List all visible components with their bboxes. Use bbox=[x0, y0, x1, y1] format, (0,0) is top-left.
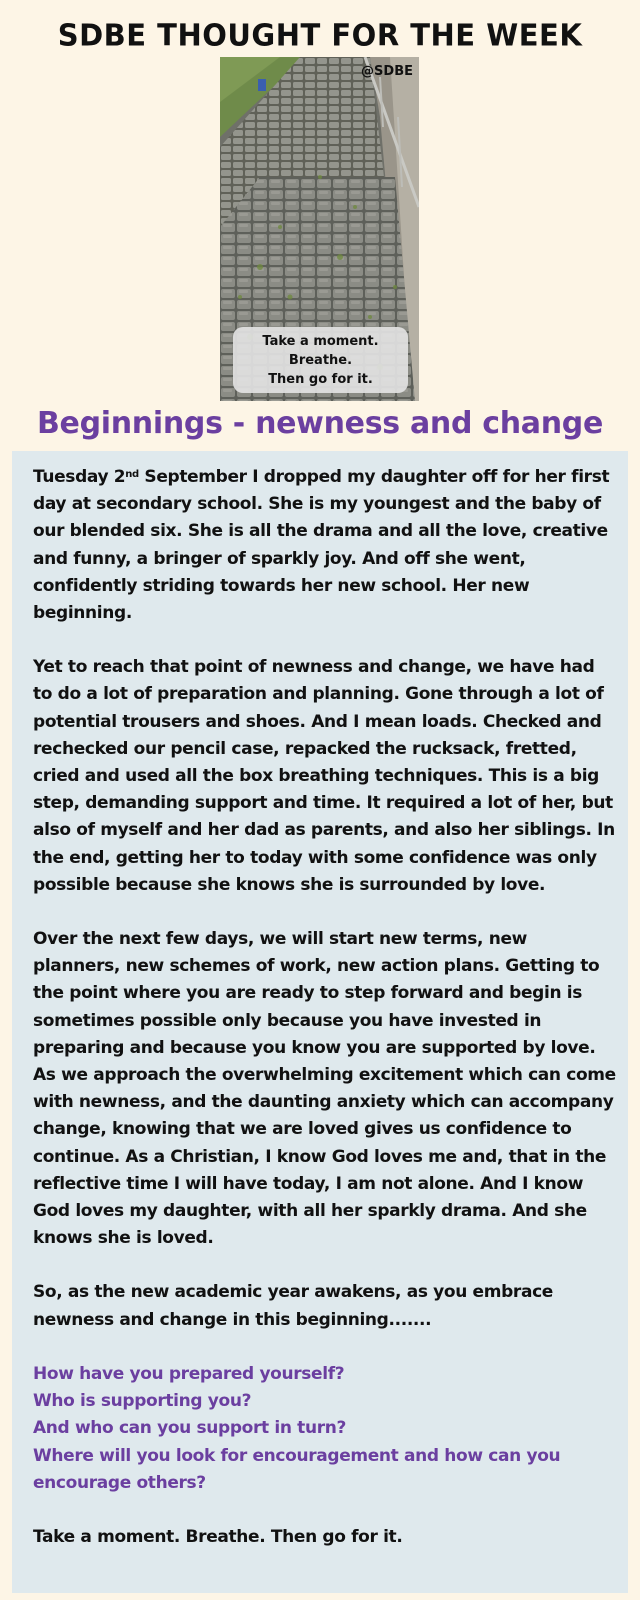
question-item: Who is supporting you? bbox=[33, 1391, 252, 1412]
closing-line: Take a moment. Breathe. Then go for it. bbox=[33, 1526, 403, 1547]
reflection-questions bbox=[33, 1361, 618, 1497]
article-heading: Beginnings - newness and change bbox=[36, 406, 604, 441]
article-body bbox=[33, 464, 618, 1578]
article-panel bbox=[12, 451, 628, 1593]
caption-line: Take a moment. bbox=[262, 333, 379, 349]
question-item: Where will you look for encouragement and how can you encourage others? bbox=[33, 1445, 561, 1493]
page-title: SDBE THOUGHT FOR THE WEEK bbox=[57, 17, 583, 53]
paragraph-4: So, as the new academic year awakens, as you embrace newness and change in this beginning....... bbox=[33, 1282, 553, 1330]
caption-line: Then go for it. bbox=[268, 371, 373, 387]
question-item: How have you prepared yourself? bbox=[33, 1363, 345, 1384]
paragraph-1-text: September I dropped my daughter off for her first day at secondary school. She is my youngest and the baby of our blended six. She is all the drama and all the love, creative and funny, a bringer of sparkly joy. And off she went, confidently striding towards her new school. Her new beginning. bbox=[33, 467, 610, 624]
caption-line: Breathe. bbox=[288, 352, 353, 368]
paragraph-3: Over the next few days, we will start new terms, new planners, new schemes of work, new action plans. Getting to the point where you are ready to step forward and begin is sometimes possible only because you have invested in preparing and because you know you are supported by love. As we approach the overwhelming excitement which can come with newness, and the daunting anxiety which can accompany change, knowing that we are loved gives us confidence to continue. As a Christian, I know God loves me and, that in the reflective time I will have today, I am not alone. And I know God loves my daughter, with all her sparkly drama. And she knows she is loved. bbox=[33, 929, 616, 1249]
question-item: And who can you support in turn? bbox=[33, 1418, 346, 1439]
paragraph-2: Yet to reach that point of newness and change, we have had to do a lot of preparation and planning. Gone through a lot of potential trousers and shoes. And I mean loads. Checked and rechecked our pencil case, repacked the rucksack, fretted, cried and used all the box breathing techniques. This is a big step, demanding support and time. It required a lot of her, but also of myself and her dad as parents, and also her siblings. In the end, getting her to today with some confidence was only possible because she knows she is surrounded by love. bbox=[33, 657, 615, 895]
cobblestone-path-photo bbox=[220, 57, 419, 401]
watermark-label: @SDBE bbox=[361, 64, 413, 79]
paragraph-1 bbox=[33, 464, 618, 627]
date-ordinal: nd bbox=[125, 469, 139, 480]
date-text: Tuesday 2 bbox=[33, 467, 126, 487]
photo-caption bbox=[233, 327, 408, 393]
